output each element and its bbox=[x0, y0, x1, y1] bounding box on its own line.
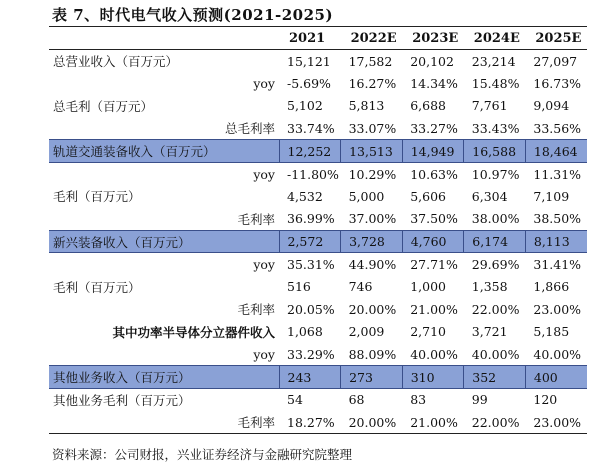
value-cell: 10.63% bbox=[410, 166, 458, 182]
revenue-forecast-table bbox=[49, 26, 587, 434]
value-cell: 88.09% bbox=[348, 346, 397, 362]
value-cell: 33.56% bbox=[533, 120, 582, 136]
value-cell: 4,760 bbox=[402, 230, 464, 253]
value-cell: 99 bbox=[471, 392, 488, 408]
value-cell: 27,097 bbox=[533, 53, 578, 69]
value-cell: 20.00% bbox=[341, 411, 403, 434]
header-2025e: 2025E bbox=[525, 27, 587, 50]
table-body bbox=[49, 50, 587, 434]
value-cell: 746 bbox=[348, 279, 373, 295]
header-2021: 2021 bbox=[279, 27, 341, 50]
row-label: 其中功率半导体分立器件收入 bbox=[112, 324, 275, 340]
value-cell: 36.99% bbox=[287, 211, 335, 227]
value-cell: 15,121 bbox=[287, 53, 331, 69]
value-cell: 3,728 bbox=[341, 230, 403, 253]
row-label: 毛利（百万元） bbox=[53, 189, 141, 205]
value-cell: 6,304 bbox=[471, 188, 508, 204]
table-caption: 表 7、时代电气收入预测(2021-2025) bbox=[52, 6, 334, 24]
value-cell: 2,710 bbox=[410, 324, 446, 340]
row-label: 毛利率 bbox=[237, 302, 275, 318]
value-cell: 23,214 bbox=[471, 53, 516, 69]
row-label: 毛利率 bbox=[237, 211, 275, 227]
value-cell: 10.29% bbox=[348, 166, 397, 182]
value-cell: 1,358 bbox=[471, 279, 508, 295]
table-row bbox=[49, 72, 587, 95]
header-2023e: 2023E bbox=[402, 27, 464, 50]
value-cell: 20.00% bbox=[348, 301, 397, 317]
header-label-cell bbox=[49, 27, 279, 50]
row-label: 其他业务毛利（百万元） bbox=[53, 392, 191, 408]
table-row bbox=[49, 230, 587, 253]
value-cell: 14.34% bbox=[410, 75, 458, 91]
value-cell: 2,572 bbox=[279, 230, 341, 253]
value-cell: 5,102 bbox=[287, 98, 323, 114]
value-cell: 33.74% bbox=[287, 120, 335, 136]
row-label: 新兴装备收入（百万元） bbox=[49, 230, 279, 253]
table-row bbox=[49, 321, 587, 344]
value-cell: 12,252 bbox=[279, 140, 341, 163]
table-row bbox=[49, 117, 587, 140]
row-label: 毛利（百万元） bbox=[53, 279, 141, 295]
value-cell: 14,949 bbox=[402, 140, 464, 163]
value-cell: 11.31% bbox=[533, 166, 582, 182]
table-row bbox=[49, 275, 587, 298]
value-cell: 20,102 bbox=[410, 53, 454, 69]
value-cell: 16,588 bbox=[464, 140, 526, 163]
value-cell: 33.29% bbox=[287, 346, 335, 362]
value-cell: 33.07% bbox=[348, 120, 397, 136]
value-cell: 5,185 bbox=[533, 324, 570, 340]
row-label: 轨道交通装备收入（百万元） bbox=[49, 140, 279, 163]
value-cell: 7,109 bbox=[533, 188, 570, 204]
value-cell: 38.50% bbox=[533, 211, 582, 227]
value-cell: 29.69% bbox=[471, 256, 520, 272]
row-label: 总毛利（百万元） bbox=[53, 98, 154, 114]
value-cell: 16.73% bbox=[533, 75, 582, 91]
value-cell: 15.48% bbox=[471, 75, 520, 91]
value-cell: 9,094 bbox=[533, 98, 570, 114]
table-row bbox=[49, 50, 587, 73]
value-cell: 120 bbox=[533, 392, 558, 408]
value-cell: 21.00% bbox=[402, 411, 464, 434]
value-cell: 243 bbox=[279, 366, 341, 389]
value-cell: 516 bbox=[287, 279, 311, 295]
row-label: 总营业收入（百万元） bbox=[53, 54, 179, 70]
value-cell: 3,721 bbox=[471, 324, 508, 340]
value-cell: 40.00% bbox=[533, 346, 582, 362]
table-row bbox=[49, 411, 587, 434]
value-cell: 352 bbox=[464, 366, 526, 389]
value-cell: 23.00% bbox=[525, 411, 587, 434]
value-cell: 21.00% bbox=[410, 301, 458, 317]
value-cell: 31.41% bbox=[533, 256, 582, 272]
value-cell: 16.27% bbox=[348, 75, 397, 91]
value-cell: 5,606 bbox=[410, 188, 446, 204]
header-2024e: 2024E bbox=[464, 27, 526, 50]
value-cell: 37.50% bbox=[410, 211, 458, 227]
source-note: 资料来源：公司财报，兴业证券经济与金融研究院整理 bbox=[52, 447, 353, 462]
table-row bbox=[49, 343, 587, 366]
value-cell: 33.43% bbox=[471, 120, 520, 136]
table-row bbox=[49, 208, 587, 231]
value-cell: 18.27% bbox=[279, 411, 341, 434]
value-cell: 13,513 bbox=[341, 140, 403, 163]
value-cell: 5,000 bbox=[348, 188, 385, 204]
table-row bbox=[49, 95, 587, 118]
value-cell: 400 bbox=[525, 366, 587, 389]
value-cell: 1,000 bbox=[410, 279, 446, 295]
value-cell: 6,174 bbox=[464, 230, 526, 253]
table-row bbox=[49, 140, 587, 163]
value-cell: 35.31% bbox=[287, 256, 335, 272]
row-label: 总毛利率 bbox=[224, 121, 275, 137]
value-cell: 22.00% bbox=[471, 301, 520, 317]
value-cell: 38.00% bbox=[471, 211, 520, 227]
table-row bbox=[49, 162, 587, 185]
value-cell: 20.05% bbox=[287, 301, 335, 317]
value-cell: 1,068 bbox=[287, 324, 323, 340]
row-label: 毛利率 bbox=[49, 411, 279, 434]
value-cell: 37.00% bbox=[348, 211, 397, 227]
table-row bbox=[49, 253, 587, 276]
table-header-row bbox=[49, 27, 587, 50]
value-cell: 2,009 bbox=[348, 324, 385, 340]
value-cell: 68 bbox=[348, 392, 365, 408]
table-row bbox=[49, 366, 587, 389]
value-cell: 18,464 bbox=[525, 140, 587, 163]
value-cell: 40.00% bbox=[471, 346, 520, 362]
value-cell: 7,761 bbox=[471, 98, 508, 114]
row-label: yoy bbox=[253, 256, 275, 272]
value-cell: 33.27% bbox=[410, 120, 458, 136]
value-cell: 23.00% bbox=[533, 301, 582, 317]
table-row bbox=[49, 388, 587, 411]
value-cell: 1,866 bbox=[533, 279, 570, 295]
row-label: yoy bbox=[253, 75, 275, 91]
row-label: yoy bbox=[253, 166, 275, 182]
value-cell: -5.69% bbox=[287, 75, 331, 91]
value-cell: 310 bbox=[402, 366, 464, 389]
value-cell: 273 bbox=[341, 366, 403, 389]
value-cell: 54 bbox=[287, 392, 303, 408]
value-cell: 8,113 bbox=[525, 230, 587, 253]
value-cell: 40.00% bbox=[410, 346, 458, 362]
value-cell: 17,582 bbox=[348, 53, 393, 69]
value-cell: 6,688 bbox=[410, 98, 446, 114]
row-label: 其他业务收入（百万元） bbox=[49, 366, 279, 389]
table-row bbox=[49, 298, 587, 321]
row-label: yoy bbox=[253, 346, 275, 362]
value-cell: 27.71% bbox=[410, 256, 458, 272]
value-cell: 44.90% bbox=[348, 256, 397, 272]
value-cell: 22.00% bbox=[464, 411, 526, 434]
value-cell: 5,813 bbox=[348, 98, 385, 114]
value-cell: -11.80% bbox=[287, 166, 339, 182]
header-2022e: 2022E bbox=[341, 27, 403, 50]
value-cell: 10.97% bbox=[471, 166, 520, 182]
table-row bbox=[49, 185, 587, 208]
value-cell: 4,532 bbox=[287, 188, 323, 204]
value-cell: 83 bbox=[410, 392, 427, 408]
